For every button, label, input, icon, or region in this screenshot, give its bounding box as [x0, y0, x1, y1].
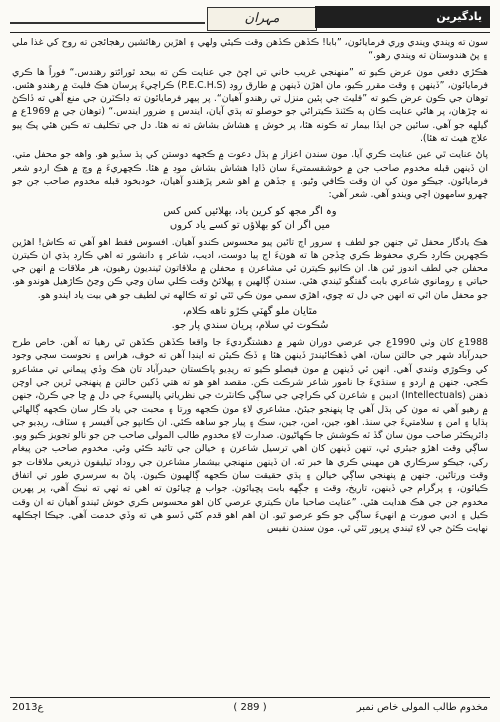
header-ornament: مہران: [207, 7, 317, 31]
verse-line: وہ اگر مجھ کو کرین یاد، بھلائیں کس کس: [163, 205, 337, 217]
verse-line: سُڪوت ئي سلام، پريان سندي پار جو.: [171, 320, 329, 332]
page-number: ( 289 ): [233, 702, 267, 713]
article-body: [12, 36, 488, 684]
paragraph: هڪڙي دفعي مون عرض ڪيو ته ”منهنجي غريب خاني تي اچڻ جي عنايت ڪن ته بيحد ٿورائتو رهندس.“ فوراً ها ڪري فرمايائون، ”ڏينهن ۽ وقت مقرر ڪيو، مان اهڙن ڏينهن ۾ طارق روڊ (P.E.C.H.S) ڪراچيءَ پرسان هڪ فليٽ ۾ رهندو هئس. توهان جي ڪون عرض ڪيو ته ”فليٽ جي ٻئين منزل تي رهندو آهيان“. پر ٻيهر فرمايائون ته ڊاڪٽرن جي منع آهي ته ڏاڪڻ نه چڙهان، پر هاڻي عنايت ڪان ٻه ڪٽنڌ ڪيترائي جو حوصلو ته ٻڌي آيان، ايندس ۽ ضرور ايندس.“ (توهان جي ۾ 1969ع ۾ گيلهه جو آهي. سائين جن ايڏا بيمار ته ڪونه هئا، پر خوش ۽ هشاش بشاش ته نه هئا. دل جي تڪليف ته ڪين هئي پڪ ٻيو علاج هيٺ ته هئا).: [12, 66, 488, 145]
paragraph: 1988ع کان وٺي 1990ع جي عرصي دوران شهر ۾ دهشتگرديءَ جا واقعا ڪڏهن ڪڏهن ٿي رهيا ته آهن. خاص طرح حيدرآباد شهر جي حالتن سان، اهي ڏهڪائيندڙ ڏينهن هئا ۽ ڏڪ ڪيئن ته اينڊا آهن ته خوف، هراس ۽ نحوست سڄي وجود کي وڪوڙي وٺندي آهي. انهن ئي ڏينهن ۾ مون فيصلو ڪيو ته ريڊيو پاڪستان حيدرآباد تان هڪ وڏي پيماني تي مشاعرو ڪجي. جنهن ۾ اردو ۽ سنڌيءَ جا نامور شاعر شرڪت ڪن. مقصد اهو هو ته هتي ڏکين حالتن ۾ پنهنجي ٿرين جي اوچن ذهنن (Intellectuals) اديبن ۽ شاعرن کي ڪراچي جي ساڳي ڪانٽرٽ جي نظرياتي پاليسيءَ جي دل ۾ ڇا جي ڪرڻ، جنهن ۾ رهيو آهي ته مون کي ٻڌل آهي ڇا پنهنجو جيئڻ. مشاعري لاءِ مون ڪجهه ورتا ۽ محبت جي ياد ڪار سان ڪجهه ڳالهائي ٻڌايا ۽ امن ۽ سلامتيءَ جي سنڌ. اهو، جين، امن، جين، سڪ ۽ پيار جو ساهه ڪئي. ان ڪانپو جي آفيسر ۽ سٽاف، ريڊيو جي ڊائريڪٽر صاحب مون سان گڏ ٽه ڪوشش جا ڪهاڻيون. صدارت لاءِ مخدوم طالب المولى صاحب جن جو نالو تجويز ڪيو ويو. ساڳي وقت اهڙو جيئري ٿي، تنهن ڏينهن کان اهي ترسيل شاعرن ۽ خيالن جي تائيد ڪئي وئي. مخدوم صاحب جن پيغام رکي، جيڪو سرڪاري هن مهيني ڪري ها خبر ٽه. ان ڏينهن منهنجي بيشمار مشاعرن جي روداد ٽيليفون ذريعي ملاقات جو وقت ورتائين. جنهن ۾ پنهنجي ساڳي خيالن ۽ ٻڌي حقيقت سان ڪجهه ڳالهيون ڪيون. پاڻ به سرسري طور تي اتفاق ڪيائون، ۽ پرگرام جي ڏينهن، تاريخ، وقت ۽ جڳهه بابت پڇيائون. جواب ۾ چيائون ته اهي ته ٺهي ته ٺيڪ آهي، پر پهرين مخدوم جن جي هڪ هدايت هئي. ”عنايت صاحبا مان ڪيتري عرصي کان اهو محسوس ڪري خوش ٿيندو آهيان ته ان وقت ڪيل ۽ ادبي صورت ۾ انهيءَ ساڳي جو ڪو عرصو ٿيو. ان اهم اهو قدم کڻي ڏسو هي ته وڏي خدمت آهي. جيڪا اڄڪلهه نهايت ڪٽڻ جي لاءِ ٿيندي ڀرپور ٿئي ٿي. مون سندن نفيس: [12, 337, 488, 535]
issue-title: مخدوم طالب المولى خاص نمبر: [356, 702, 488, 713]
verse-line: میں اگر ان کو بھلاؤں تو کسے یاد کروں: [169, 219, 331, 231]
verse-line: مٿايان ملو گهٽي ڪڙو ناهه ڪلام،: [182, 306, 318, 318]
section-title: يادگيرين: [315, 6, 490, 28]
page-footer: [10, 697, 490, 716]
footer-year: 2013ع: [12, 702, 44, 713]
paragraph: سون ته ويندي ويندي وري فرمايائون، ”بابا! ڪڏهن ڪڏهن وقت ڪيئي ولهي ۽ اهڙين رهائشين رهجائجن ته روح کي غذا ملي ۽ پڻ هندوستان ته ويندي رهو.“: [12, 37, 488, 62]
paragraph: هڪ يادگار محفل ٿي جنهن جو لطف ۽ سرور اڄ تائين پيو محسوس ڪندو آهيان. افسوس فقط اهو آهي ته ڪاش! اهڙين ڪچهرين ڪارڊ ڪري محفوظ ڪري ڇڏجن ها ته هونءَ اڄ ٻيا دوست، اديب، شاعر ۽ دانشور ته اهي ڪارڊ ٻڌي ان ڪيترن محفلن جي لطف اندوز ٿين ها. ان ڪانپو ڪيترن ئي مشاعرن ۽ محفلن ۾ ملاقاتون ٿينديون رهيون، هر ملاقات ۾ انهن جي حياتي ۽ رومانوي شاعري بابت گفتگو ٿيندي هئي. سندن ڳالهين ۽ پهلائڻ وقت ڪلي سان وڃي ڪن وڃڻ ڪاڙهيل هوندو هو. جو محفل مان اٿي ته انهن جي دل ته چوي، اهڙي سمي مون ڪي ٿئي ٿو ته ڪالهه تي لطيف جو هي بيت ياد ايندو هو.: [12, 236, 488, 301]
verse-block: [12, 205, 488, 233]
verse-block: [12, 305, 488, 333]
header-rule: [10, 22, 205, 24]
page-header: [10, 4, 490, 33]
paragraph: پاڻ عنايت ٿي عين عنايت ڪري آيا. مون سندن اعزاز ۾ ٻڌل دعوت ۾ ڪجهه دوستن کي ٻڌ سڏيو هو. واهه جو محفل متي. ان ڏينهن قبله مخدوم صاحب جن ۾ خوشقسمتيءَ سان ڏاڍا هشاش بشاش موڊ ۾ هئا. ڪچهريءَ ۾ وچ ۾ هڪ اردو شعر فرمايائون. جيڪو مون کي ان وقت ڪافي وڻيو. ۽ جڏهن ۾ اهو شعر پڙهندو آهيان، خودبخود قبله مخدوم صاحب جن جو چهرو سامهون اچي ويندو آهي. شعر آهي:: [12, 149, 488, 201]
